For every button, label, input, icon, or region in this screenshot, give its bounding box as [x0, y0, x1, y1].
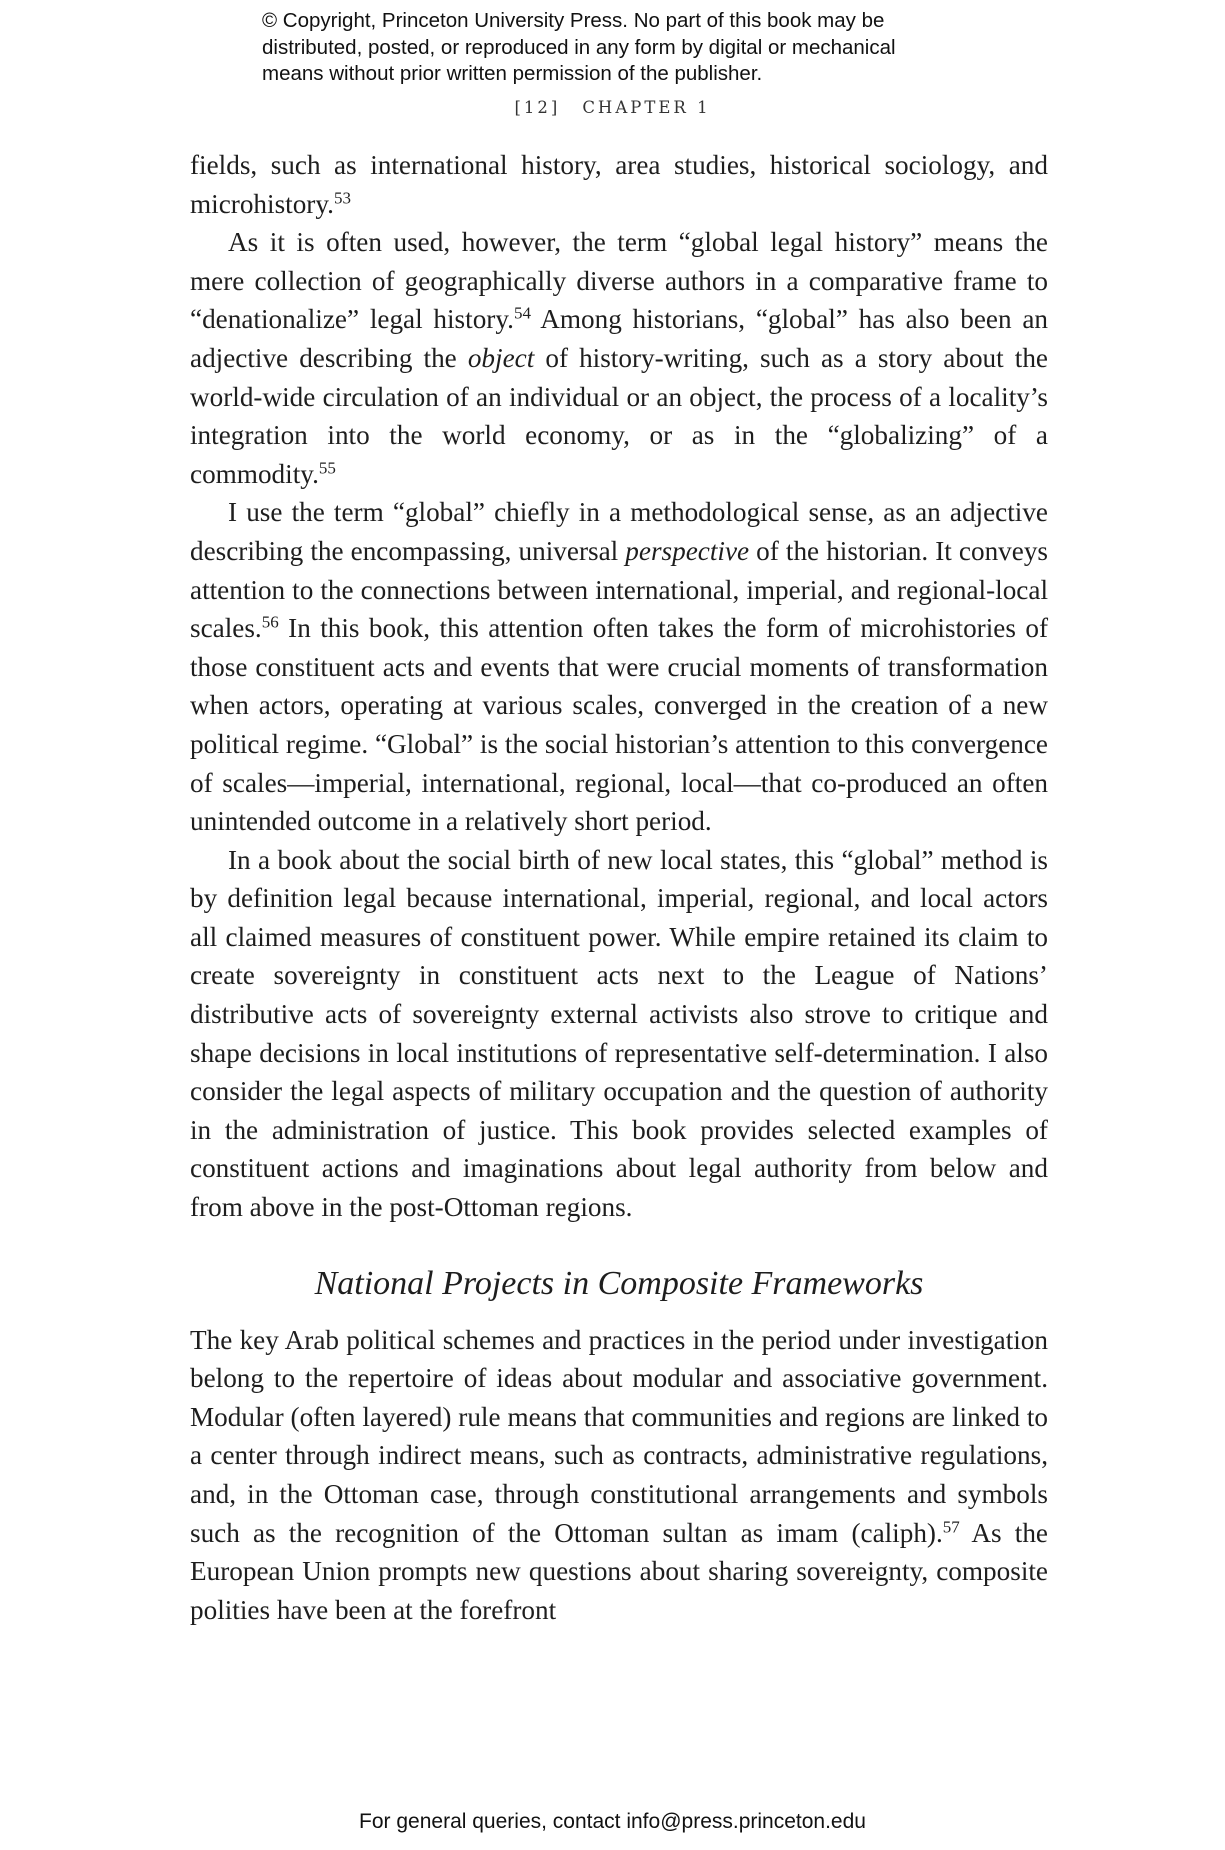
- paragraph-text: of history-writing, such as a story about the world-wide circulation of an individual or an object, the process of a locality’s integration into the world economy, or as in the “globalizing” of a commodity.: [190, 342, 1048, 489]
- paragraph-text: As the European Union prompts new questions about sharing sovereignty, composite polities have been at the forefront: [190, 1517, 1048, 1625]
- footnote-marker[interactable]: 56: [261, 612, 279, 632]
- chapter-label: CHAPTER 1: [582, 98, 711, 117]
- footer-contact: For general queries, contact info@press.princeton.edu: [359, 1810, 866, 1833]
- footnote-marker[interactable]: 57: [942, 1517, 960, 1537]
- page-number: [12]: [514, 98, 561, 117]
- footnote-marker[interactable]: 53: [333, 188, 351, 208]
- running-head: [0, 98, 1225, 117]
- paragraph-text: As it is often used, however, the term “global legal history” means the mere collection of geographically diverse authors in a comparative frame to “denationalize” legal history.: [190, 227, 1048, 335]
- emphasis: object: [467, 342, 535, 373]
- paragraph-text: of the historian. It conveys attention to the connections between international, imperial, and regional-local scales.: [190, 535, 1049, 644]
- copyright-notice: [262, 8, 1002, 88]
- copyright-line: © Copyright, Princeton University Press. No part of this book may be: [262, 9, 885, 32]
- paragraph-text: The key Arab political schemes and practices in the period under investigation belong to the repertoire of ideas about modular and associative government. Modular (often layered) rule means that communities and regions are linked to a center through indirect means, such as contracts, administrative regulations, and, in the Ottoman case, through constitutional arrangements and symbols such as the recognition of the Ottoman sultan as imam (caliph).: [190, 1324, 1048, 1548]
- copyright-line: means without prior written permission of the publisher.: [262, 62, 763, 85]
- body-text: [190, 146, 1048, 1629]
- footnote-marker[interactable]: 55: [318, 458, 336, 478]
- copyright-line: distributed, posted, or reproduced in any form by digital or mechanical: [262, 35, 896, 59]
- paragraph: In a book about the social birth of new local states, this “global” method is by definition legal because international, imperial, regional, and local actors all claimed measures of constituent power. While empire retained its claim to create sovereignty in constituent acts next to the League of Nations’ distributive acts of sovereignty external activists also strove to critique and shape decisions in local institutions of representative self-determination. I also consider the legal aspects of military occupation and the question of authority in the administration of justice. This book provides selected examples of constituent actions and imaginations about legal authority from below and from above in the post-Ottoman regions.: [190, 844, 1048, 1223]
- section-heading: National Projects in Composite Frameworks: [314, 1264, 924, 1302]
- paragraph-text: I use the term “global” chiefly in a methodological sense, as an adjective describing the encompassing, universal: [190, 497, 1048, 566]
- paragraph: [190, 1321, 1048, 1630]
- paragraph-text: In this book, this attention often takes the form of microhistories of those constituent acts and events that were crucial moments of transformation when actors, operating at various scales, converged in the creation of a new political regime. “Global” is the social historian’s attention to this convergence of scales—imperial, international, regional, local—that co-produced an often unintended outcome in a relatively short period.: [190, 613, 1048, 837]
- emphasis: perspective: [625, 535, 750, 566]
- paragraph-text: Among historians, “global” has also been an adjective describing the: [190, 304, 1048, 373]
- paragraph: [190, 493, 1048, 840]
- paragraph: [190, 223, 1048, 493]
- paragraph-text: fields, such as international history, area studies, historical sociology, and microhistory.: [190, 150, 1048, 219]
- footnote-marker[interactable]: 54: [513, 304, 531, 324]
- paragraph: [190, 146, 1048, 223]
